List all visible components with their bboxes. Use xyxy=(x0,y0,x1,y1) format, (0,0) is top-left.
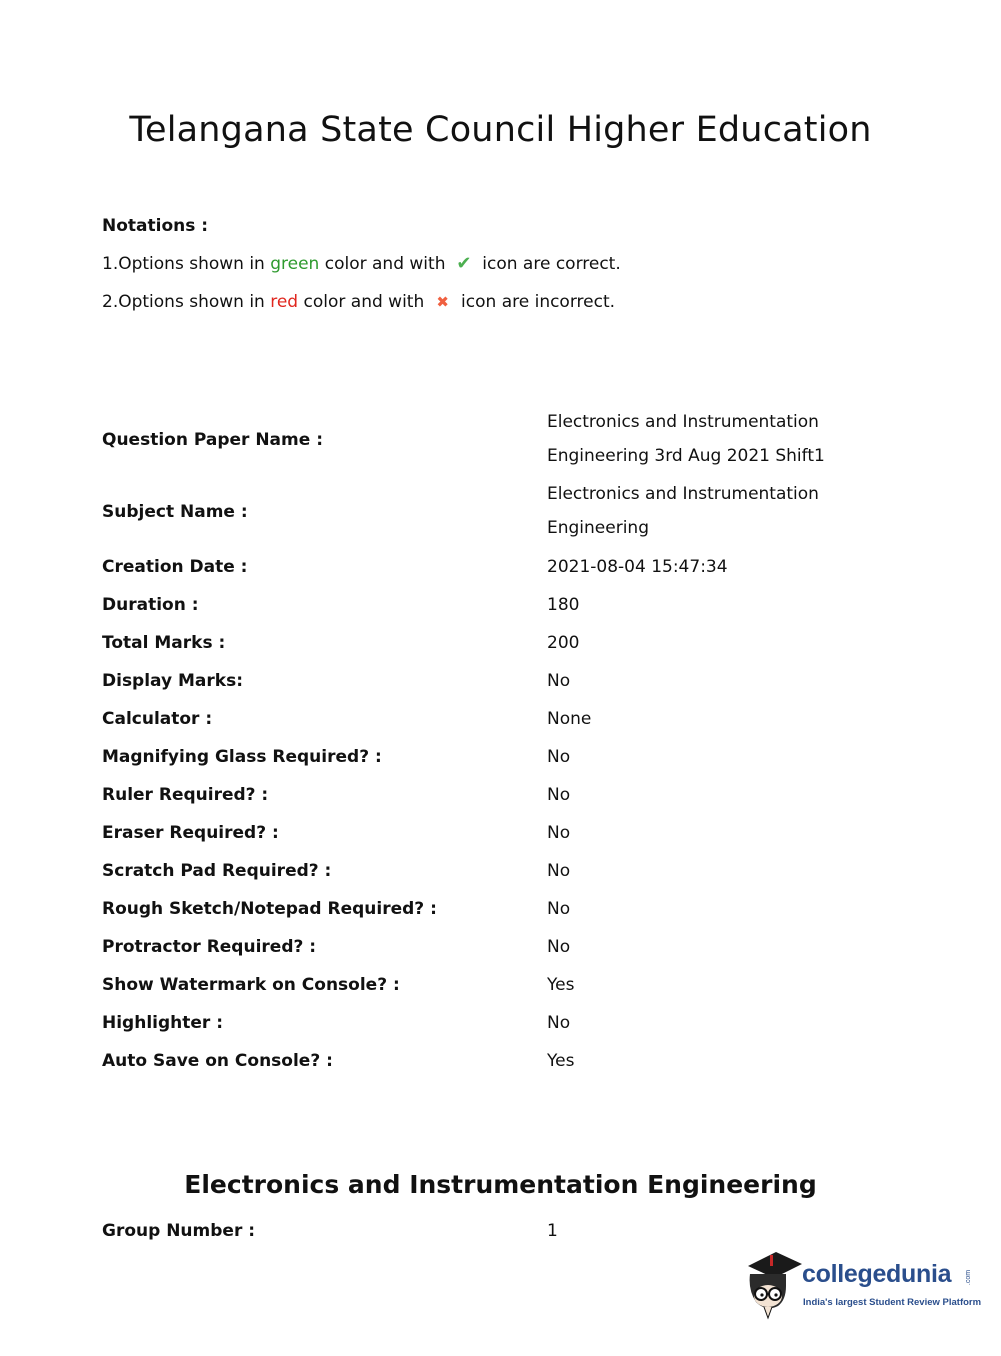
detail-value: 1 xyxy=(547,1221,558,1241)
detail-value xyxy=(547,405,825,473)
notation-text: color and with xyxy=(298,292,430,312)
detail-label: Calculator : xyxy=(102,709,213,729)
detail-label: Duration : xyxy=(102,595,199,615)
logo-tagline: India's largest Student Review Platform xyxy=(803,1297,982,1308)
logo-wordmark: collegedunia xyxy=(802,1260,952,1288)
notations-block xyxy=(102,214,621,312)
detail-value: No xyxy=(547,861,571,881)
detail-label: Rough Sketch/Notepad Required? : xyxy=(102,899,437,919)
detail-value: 200 xyxy=(547,633,580,653)
notation-text: color and with xyxy=(319,254,451,274)
notation-text: 1.Options shown in xyxy=(102,254,271,274)
detail-label: Ruler Required? : xyxy=(102,785,269,805)
collegedunia-logo xyxy=(742,1250,982,1320)
logo-suffix: .com xyxy=(965,1269,973,1286)
detail-value-line: Engineering 3rd Aug 2021 Shift1 xyxy=(547,446,825,466)
notation-correct xyxy=(102,252,621,276)
detail-label: Group Number : xyxy=(102,1221,256,1241)
detail-value: No xyxy=(547,747,571,767)
notations-heading: Notations : xyxy=(102,216,209,236)
detail-value: No xyxy=(547,937,571,957)
detail-value: No xyxy=(547,1013,571,1033)
detail-value-line: Electronics and Instrumentation xyxy=(547,412,819,432)
notation-incorrect xyxy=(102,290,615,314)
red-word: red xyxy=(270,292,299,312)
check-icon: ✔ xyxy=(456,253,472,274)
detail-label: Magnifying Glass Required? : xyxy=(102,747,382,767)
detail-value: Yes xyxy=(547,1051,575,1071)
cross-icon: ✖ xyxy=(436,293,449,311)
detail-label: Scratch Pad Required? : xyxy=(102,861,332,881)
detail-label: Auto Save on Console? : xyxy=(102,1051,333,1071)
detail-label: Question Paper Name : xyxy=(102,430,323,450)
mascot-icon xyxy=(742,1250,804,1320)
notation-text: 2.Options shown in xyxy=(102,292,271,312)
detail-value-line: Engineering xyxy=(547,518,649,538)
detail-value: No xyxy=(547,823,571,843)
detail-value: No xyxy=(547,671,571,691)
detail-value-line: Electronics and Instrumentation xyxy=(547,484,819,504)
notation-text: icon are incorrect. xyxy=(455,292,616,312)
detail-label: Protractor Required? : xyxy=(102,937,317,957)
detail-label: Eraser Required? : xyxy=(102,823,279,843)
page-title: Telangana State Council Higher Education xyxy=(129,110,872,150)
detail-label: Subject Name : xyxy=(102,502,248,522)
detail-value: Yes xyxy=(547,975,575,995)
detail-value: No xyxy=(547,899,571,919)
detail-value: None xyxy=(547,709,592,729)
section-title: Electronics and Instrumentation Engineering xyxy=(184,1170,817,1199)
green-word: green xyxy=(270,254,320,274)
detail-value: No xyxy=(547,785,571,805)
detail-label: Creation Date : xyxy=(102,557,248,577)
detail-value: 2021-08-04 15:47:34 xyxy=(547,557,728,577)
detail-label: Show Watermark on Console? : xyxy=(102,975,400,995)
detail-label: Total Marks : xyxy=(102,633,226,653)
detail-label: Display Marks: xyxy=(102,671,243,691)
detail-label: Highlighter : xyxy=(102,1013,224,1033)
detail-value: 180 xyxy=(547,595,580,615)
detail-value xyxy=(547,477,819,545)
notation-text: icon are correct. xyxy=(476,254,621,274)
